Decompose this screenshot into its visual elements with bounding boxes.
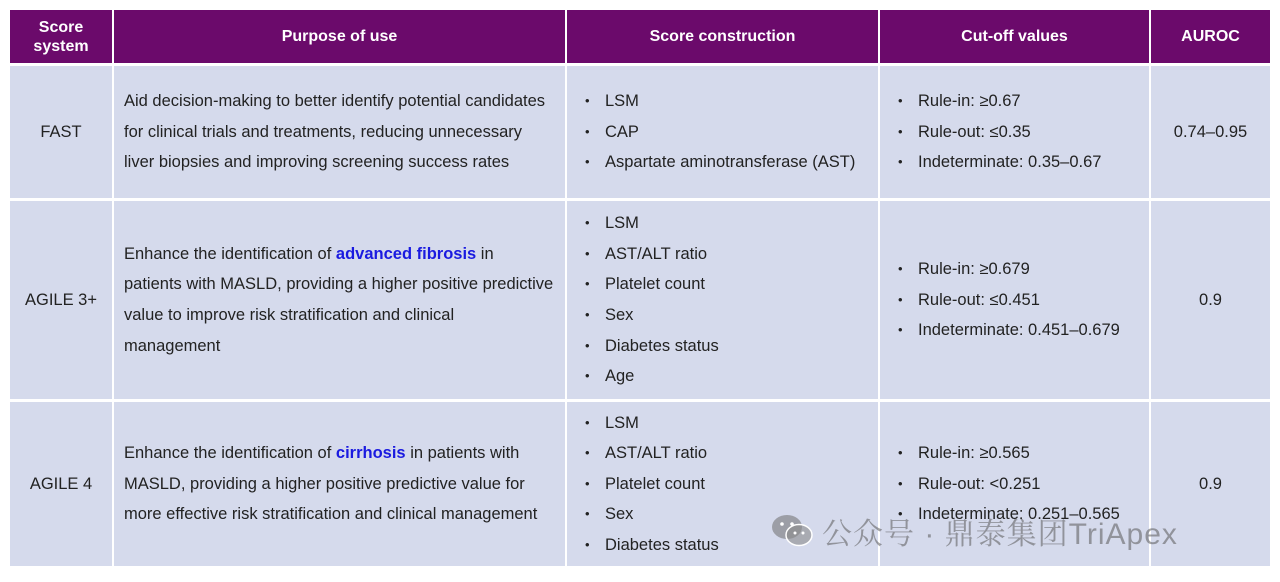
cutoff-list xyxy=(890,254,1139,346)
construction-list xyxy=(577,86,868,178)
score-system-cell: AGILE 4 xyxy=(10,401,113,567)
purpose-text: in patients with MASLD, providing a higher positive predictive value to improve risk stratification and clinical management xyxy=(124,244,554,355)
auroc-cell: 0.74–0.95 xyxy=(1150,65,1270,200)
table-header-row xyxy=(10,10,1270,65)
list-item: • CAP xyxy=(585,117,868,148)
list-item: • Platelet count xyxy=(585,469,868,500)
table-row xyxy=(10,65,1270,200)
header-score-construction: Score construction xyxy=(566,10,879,65)
table-row xyxy=(10,200,1270,401)
construction-cell xyxy=(566,65,879,200)
header-purpose-of-use: Purpose of use xyxy=(113,10,566,65)
list-item: • Indeterminate: 0.451–0.679 xyxy=(898,315,1139,346)
header-auroc: AUROC xyxy=(1150,10,1270,65)
list-item: • Diabetes status xyxy=(585,530,868,561)
list-item: • LSM xyxy=(585,86,868,117)
construction-cell xyxy=(566,200,879,401)
list-item: • Aspartate aminotransferase (AST) xyxy=(585,147,868,178)
header-cut-off-values: Cut-off values xyxy=(879,10,1150,65)
cutoff-list xyxy=(890,438,1139,530)
list-item: • Indeterminate: 0.251–0.565 xyxy=(898,499,1139,530)
score-system-table xyxy=(10,10,1270,566)
construction-list xyxy=(577,208,868,392)
purpose-highlight: cirrhosis xyxy=(335,444,406,463)
construction-cell xyxy=(566,401,879,567)
list-item: • Diabetes status xyxy=(585,331,868,362)
purpose-cell xyxy=(113,65,566,200)
purpose-highlight: advanced fibrosis xyxy=(335,244,477,263)
purpose-cell xyxy=(113,200,566,401)
list-item: • Rule-out: <0.251 xyxy=(898,469,1139,500)
list-item: • Platelet count xyxy=(585,269,868,300)
list-item: • Rule-out: ≤0.35 xyxy=(898,117,1139,148)
list-item: • LSM xyxy=(585,208,868,239)
cutoff-cell xyxy=(879,401,1150,567)
purpose-text: in patients with MASLD, providing a higher positive predictive value for more effective risk stratification and clinical management xyxy=(124,444,538,524)
auroc-cell: 0.9 xyxy=(1150,200,1270,401)
purpose-cell xyxy=(113,401,566,567)
cutoff-cell xyxy=(879,200,1150,401)
list-item: • Rule-in: ≥0.565 xyxy=(898,438,1139,469)
auroc-cell: 0.9 xyxy=(1150,401,1270,567)
list-item: • Rule-out: ≤0.451 xyxy=(898,285,1139,316)
list-item: • Age xyxy=(585,361,868,392)
list-item: • Rule-in: ≥0.679 xyxy=(898,254,1139,285)
purpose-text: Enhance the identification of xyxy=(124,244,336,263)
score-system-cell: FAST xyxy=(10,65,113,200)
list-item: • Indeterminate: 0.35–0.67 xyxy=(898,147,1139,178)
list-item: • Sex xyxy=(585,300,868,331)
score-system-cell: AGILE 3+ xyxy=(10,200,113,401)
list-item: • AST/ALT ratio xyxy=(585,438,868,469)
watermark-text: 公众号 · 鼎泰集团TriApex xyxy=(822,518,1178,551)
cutoff-cell xyxy=(879,65,1150,200)
purpose-text: Enhance the identification of xyxy=(124,444,336,463)
header-score-system: Score system xyxy=(10,10,113,65)
purpose-text: Aid decision-making to better identify potential candidates for clinical trials and treatments, reducing unnecessary liver biopsies and improving screening success rates xyxy=(124,92,545,172)
list-item: • Sex xyxy=(585,499,868,530)
construction-list xyxy=(577,408,868,561)
list-item: • AST/ALT ratio xyxy=(585,239,868,270)
list-item: • LSM xyxy=(585,408,868,439)
cutoff-list xyxy=(890,86,1139,178)
list-item: • Rule-in: ≥0.67 xyxy=(898,86,1139,117)
table-row xyxy=(10,401,1270,567)
